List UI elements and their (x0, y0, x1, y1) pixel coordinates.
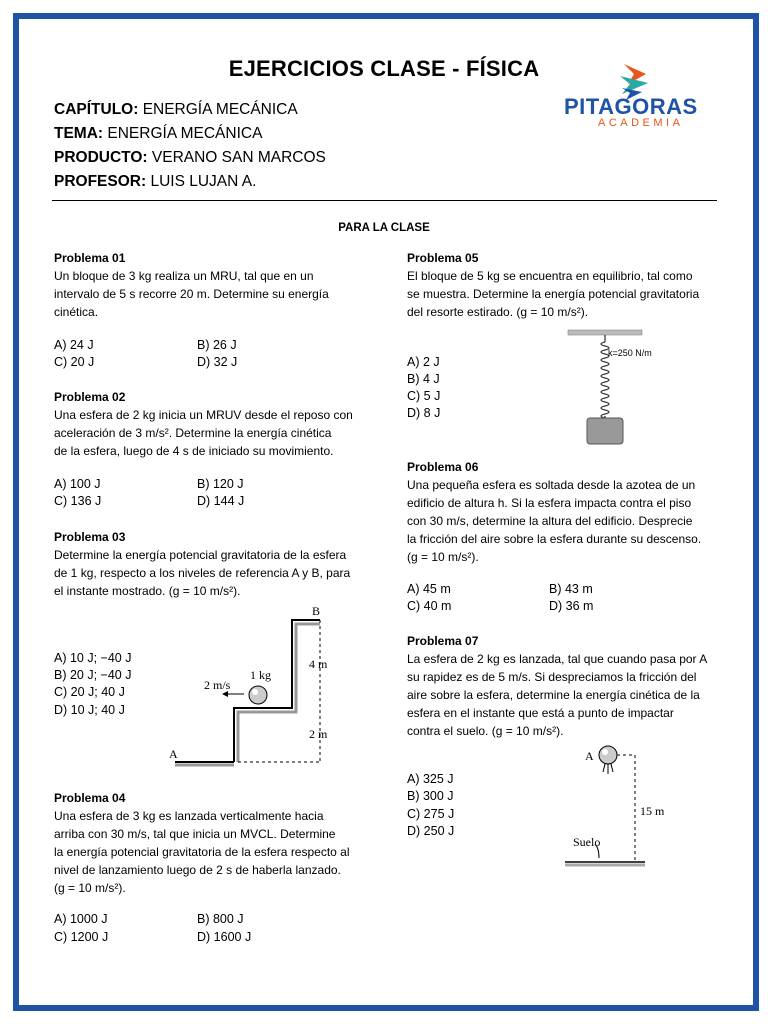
option-b: B) 300 J (407, 789, 454, 803)
option-b: B) 4 J (407, 372, 440, 386)
problem-text-line: (g = 10 m/s²). (407, 550, 479, 564)
problem-title: Problema 07 (407, 634, 479, 648)
option-c: C) 275 J (407, 807, 455, 821)
logo-name: PITAGORAS (564, 94, 698, 119)
label-a: A (585, 749, 594, 763)
header-divider (52, 200, 717, 201)
problem-text-line: aire sobre la esfera, determine la energía cinética de la (407, 688, 700, 702)
option-b: B) 26 J (197, 338, 237, 352)
option-b: B) 43 m (549, 582, 593, 596)
problem-05 (407, 249, 715, 321)
option-b: B) 800 J (197, 912, 244, 926)
problem-text-line: nivel de lanzamiento luego de 2 s de haberla lanzado. (54, 863, 341, 877)
problem-title: Problema 01 (54, 251, 126, 265)
problem-01 (54, 249, 362, 321)
spring-figure (560, 328, 690, 448)
option-d: D) 36 m (549, 599, 594, 613)
option-a: A) 100 J (54, 477, 101, 491)
problem-text-line: contra el suelo. (g = 10 m/s²). (407, 724, 564, 738)
option-d: D) 1600 J (197, 930, 252, 944)
problem-text-line: la fricción del aire sobre la esfera durante su descenso. (407, 532, 702, 546)
problem-text-line: con 30 m/s, determine la altura del edificio. Desprecie (407, 514, 693, 528)
problem-text-line: Una pequeña esfera es soltada desde la azotea de un (407, 478, 696, 492)
problem-text-line: aceleración de 3 m/s². Determine la energía cinética (54, 426, 332, 440)
option-a: A) 45 m (407, 582, 451, 596)
option-a: A) 2 J (407, 355, 440, 369)
problem-text-line: de la esfera, luego de 4 s de iniciado su movimiento. (54, 444, 334, 458)
problem-text-line: edificio de altura h. Si la esfera impacta contra el piso (407, 496, 692, 510)
option-b: B) 120 J (197, 477, 244, 491)
problem-text-line: intervalo de 5 s recorre 20 m. Determine su energía (54, 287, 329, 301)
page-title: EJERCICIOS CLASE - FÍSICA (228, 56, 540, 81)
problem-title: Problema 02 (54, 390, 126, 404)
height-bottom-label: 2 m (309, 727, 328, 741)
problem-text-line: esfera en el instante que está a punto de impactar (407, 706, 674, 720)
logo-sub: ACADEMIA (598, 117, 684, 129)
label-b: B (312, 604, 321, 618)
problem-title: Problema 06 (407, 460, 479, 474)
problem-06 (407, 458, 715, 566)
problem-text-line: Una esfera de 3 kg es lanzada verticalmente hacia (54, 809, 324, 823)
problem-text-line: se muestra. Determine la energía potencial gravitatoria (407, 287, 700, 301)
problem-text-line: Una esfera de 2 kg inicia un MRUV desde el reposo con (54, 408, 353, 422)
problem-text-line: La esfera de 2 kg es lanzada, tal que cuando pasa por A (407, 652, 708, 666)
problem-text-line: del resorte estirado. (g = 10 m/s²). (407, 305, 589, 319)
option-c: C) 136 J (54, 494, 102, 508)
problem-text-line: Un bloque de 3 kg realiza un MRU, tal que en un (54, 269, 314, 283)
problem-title: Problema 04 (54, 791, 126, 805)
ground-label: Suelo (573, 835, 601, 849)
meta-chapter: CAPÍTULO: ENERGÍA MECÁNICA (54, 101, 298, 118)
option-a: A) 1000 J (54, 912, 108, 926)
option-c: C) 40 m (407, 599, 452, 613)
meta-product: PRODUCTO: VERANO SAN MARCOS (54, 149, 326, 166)
option-c: C) 1200 J (54, 930, 109, 944)
option-d: D) 10 J; 40 J (54, 703, 125, 717)
option-c: C) 5 J (407, 389, 441, 403)
option-c: C) 20 J; 40 J (54, 685, 125, 699)
mass-label: 1 kg (250, 668, 271, 682)
problem-text-line: su rapidez es de 5 m/s. Si despreciamos la fricción del (407, 670, 697, 684)
problem-text-line: Determine la energía potencial gravitatoria de la esfera (54, 548, 347, 562)
problem-text-line: (g = 10 m/s²). (54, 881, 126, 895)
staircase-figure (160, 600, 360, 772)
option-a: A) 10 J; −40 J (54, 651, 132, 665)
problem-03 (54, 528, 362, 600)
meta-topic: TEMA: ENERGÍA MECÁNICA (54, 125, 263, 142)
problem-04 (54, 789, 362, 897)
problem-text-line: la energía potencial gravitatoria de la esfera respecto al (54, 845, 350, 859)
problem-text-line: el instante mostrado. (g = 10 m/s²). (54, 584, 241, 598)
problem-text-line: arriba con 30 m/s, tal que inicia un MVCL. Determine (54, 827, 336, 841)
height-top-label: 4 m (309, 657, 328, 671)
option-d: D) 250 J (407, 824, 455, 838)
option-d: D) 144 J (197, 494, 245, 508)
option-a: A) 24 J (54, 338, 94, 352)
option-d: D) 32 J (197, 355, 238, 369)
option-b: B) 20 J; −40 J (54, 668, 132, 682)
problem-07 (407, 632, 715, 740)
problem-text-line: de 1 kg, respecto a los niveles de referencia A y B, para (54, 566, 351, 580)
problem-text-line: cinética. (54, 305, 99, 319)
meta-teacher: PROFESOR: LUIS LUJAN A. (54, 173, 257, 190)
problem-text-line: El bloque de 5 kg se encuentra en equilibrio, tal como (407, 269, 693, 283)
problem-title: Problema 03 (54, 530, 126, 544)
label-a: A (169, 747, 178, 761)
option-d: D) 8 J (407, 406, 441, 420)
spring-constant-label: k=250 N/m (608, 348, 652, 358)
falling-sphere-figure (565, 740, 675, 870)
problem-02 (54, 388, 362, 460)
speed-label: 2 m/s (204, 678, 231, 692)
problem-title: Problema 05 (407, 251, 479, 265)
option-c: C) 20 J (54, 355, 95, 369)
section-title: PARA LA CLASE (338, 222, 430, 234)
option-a: A) 325 J (407, 772, 454, 786)
height-label: 15 m (640, 804, 665, 818)
logo (562, 60, 712, 135)
